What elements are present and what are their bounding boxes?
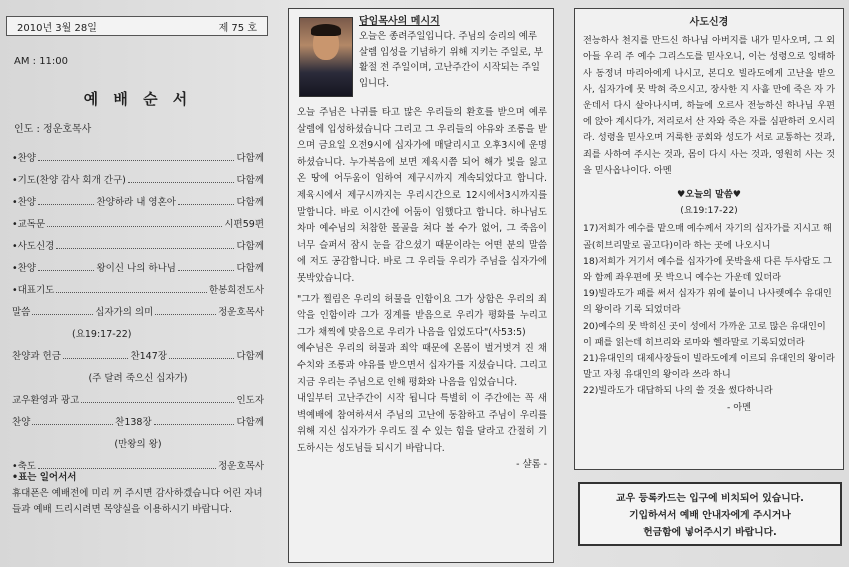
order-label: •기도(찬양 감사 회개 간구) xyxy=(12,175,126,186)
order-list xyxy=(12,150,264,480)
service-leader: 인도 : 정운호목사 xyxy=(14,124,92,135)
verse: 20)예수의 못 박히신 곳이 성에서 가까운 고로 많은 유대인이 이 패를 읽는데 히브리와 로마와 헬라말로 기록되었더라 xyxy=(583,320,826,348)
leader-dots xyxy=(128,182,235,183)
worship-order-column xyxy=(4,0,272,567)
order-who: 인도자 xyxy=(236,395,264,406)
leader-dots xyxy=(154,424,235,425)
todays-word-title: ♥오늘의 말씀♥ xyxy=(676,189,742,201)
order-who: 다함께 xyxy=(236,263,264,274)
verse: 18)저희가 거기서 예수를 십자가에 못박을새 다른 두사람도 그와 함께 좌우편에 못 박으니 예수는 가운데 있더라 xyxy=(583,255,832,284)
leader-dots xyxy=(169,358,235,359)
order-who: 다함께 xyxy=(236,175,264,186)
order-who: 다함께 xyxy=(236,351,264,362)
order-label: •사도신경 xyxy=(12,241,55,252)
pastor-hair xyxy=(311,24,341,36)
leader-dots xyxy=(32,314,93,315)
leader-dots xyxy=(32,424,113,425)
creed-and-scripture-box xyxy=(574,8,844,470)
message-header xyxy=(359,15,544,91)
date-issue-box xyxy=(6,16,268,36)
left-notice-text: 휴대폰은 예배전에 미리 꺼 주시면 감사하겠습니다 어린 자녀들과 예배 드리시려면 목양실을 이용하시기 바랍니다. xyxy=(12,488,263,515)
order-label: •대표기도 xyxy=(12,285,55,296)
order-title-text: 찬147장 xyxy=(130,351,167,362)
leader-dots xyxy=(155,314,216,315)
verse: 17)저희가 예수를 맡으매 예수께서 자기의 십자가를 지시고 해골(히브리말로 골고다)이라 하는 곳에 나오시니 xyxy=(583,223,832,251)
order-who: 다함께 xyxy=(236,197,264,208)
leader-dots xyxy=(38,468,216,469)
order-label: 말씀 xyxy=(12,307,31,318)
amen-line: - 아멘 xyxy=(727,401,751,413)
pastor-photo xyxy=(299,17,353,97)
issue-number: 제 75 호 xyxy=(218,22,257,34)
leader-dots xyxy=(178,204,235,205)
order-label: 찬양 xyxy=(12,417,31,428)
order-item xyxy=(12,414,264,436)
order-item xyxy=(12,150,264,172)
order-item xyxy=(12,216,264,238)
pastor-message-box xyxy=(288,8,554,563)
order-who: 정운호목사 xyxy=(218,461,264,472)
todays-word-reference: (요19:17-22) xyxy=(680,205,738,217)
order-who: 다함께 xyxy=(236,241,264,252)
message-signature: - 샬롬 - xyxy=(516,459,547,471)
order-title-text: 십자가의 의미 xyxy=(95,307,154,318)
order-item xyxy=(12,194,264,216)
order-item xyxy=(12,172,264,194)
order-item xyxy=(12,348,264,370)
order-title: 예 배 순 서 xyxy=(83,90,193,108)
order-label: •찬양 xyxy=(12,263,36,274)
leader-dots xyxy=(38,270,95,271)
notice-line: 헌금함에 넣어주시기 바랍니다. xyxy=(643,527,777,538)
closing-song: (만왕의 왕) xyxy=(114,439,162,450)
order-label: 교우환영과 광고 xyxy=(12,395,80,406)
leader-dots xyxy=(63,358,129,359)
leader-dots xyxy=(178,270,235,271)
order-title-text: 찬양하라 내 영혼아 xyxy=(96,197,176,208)
creed-text: 전능하사 천지를 만드신 하나님 아버지를 내가 믿사오며, 그 외아들 우리 주 예수 그리스도를 믿사오니, 이는 성령으로 잉태하사 동정녀 마리아에게 나시고, 본디오 빌라도에게 고난을 받으사, 십자가에 못 박혀 죽으시고, 장사한 지 사흘 만에 죽은 자 가운데서 다시 살아나시며, 하늘에 오르사 전능하신 하나님 우편에 앉아 계시다가, 저리로서 산 자와 죽은 자를 심판하러 오시리라. 성령을 믿사오며 거룩한 공회와 성도가 서로 교통하는 것과, 죄를 사하여 주시는 것과, 몸이 다시 사는 것과, 영원히 사는 것을 믿사옵나이다. 아멘 xyxy=(583,35,835,176)
message-body xyxy=(297,105,547,474)
order-who: 다함께 xyxy=(236,417,265,428)
leader-dots xyxy=(38,204,95,205)
leader-dots xyxy=(56,292,207,293)
leader-dots xyxy=(56,248,234,249)
order-who: 한봉희전도사 xyxy=(208,285,264,296)
order-item xyxy=(12,392,264,414)
order-label: •찬양 xyxy=(12,197,36,208)
left-notice xyxy=(12,470,270,518)
verse: 22)빌라도가 대답하되 나의 쓸 것을 썼다하니라 xyxy=(583,385,773,397)
order-who: 시편59편 xyxy=(224,219,264,230)
service-time: AM : 11:00 xyxy=(14,56,69,67)
registration-notice-box xyxy=(578,482,842,546)
order-item xyxy=(12,282,264,304)
order-label: •찬양 xyxy=(12,153,36,164)
order-title-text: 왕이신 나의 하나님 xyxy=(96,263,176,274)
order-item xyxy=(12,304,264,326)
notice-line: 기입하셔서 예배 안내자에게 주시거나 xyxy=(629,510,791,521)
leader-dots xyxy=(38,160,235,161)
order-label: 찬양과 헌금 xyxy=(12,351,61,362)
verse-list xyxy=(575,219,843,399)
order-item xyxy=(12,238,264,260)
left-notice-title: •표는 일어서서 xyxy=(12,472,77,483)
verse: 21)유대인의 대제사장들이 빌라도에게 이르되 유대인의 왕이라 말고 자칭 유대인의 왕이라 쓰라 하니 xyxy=(583,353,835,381)
message-intro: 오늘은 종려주일입니다. 주님의 승리의 예루살렘 입성을 기념하기 위해 지키는 주일로, 부활절 전 주일이며, 고난주간이 시작되는 주일입니다. xyxy=(359,31,543,89)
message-paragraph: 오늘 주님은 나귀를 타고 많은 우리들의 환호를 받으며 예루살렘에 입성하셨습니다 그리고 그 우리들의 야유와 조롱을 받으며 금요일 오전9시에 십자가에 매달리시고 오후3시에 운명하셨습니다. 누가복음에 보면 제육시쯤 되어 해가 빛을 잃고 온 땅에 어두움이 임하여 제구시까지 계속되었다고 합니다. 제육시에서 제구시까지는 우리시간으로 12시에서3시까지를 말합니다. 바로 이시간에 어둠이 임했다고 합니다. 하나님도 차마 예수님의 처참한 몰골을 쳐다 볼 수가 없어, 그 죽음이 너무 슬퍼서 잠시 눈을 감으셨기 때문이라는 어떤 분의 말씀에 저도 공감합니다. 바로 그 우리들 우리가 주님을 십자가에 못박았습니다. xyxy=(297,107,547,284)
verse: 19)빌라도가 패를 써서 십자가 위에 붙이니 나사렛예수 유대인의 왕이라 기록 되었더라 xyxy=(583,288,832,316)
order-label: •축도 xyxy=(12,461,36,472)
message-paragraph: 예수님은 우리의 허물과 죄악 때문에 온몸이 벌거벗겨 진 채 수치와 조롱과 야유를 받으면서 십자가를 지셨습니다. 그리고 지금 우리는 주님으로 인해 평화와 나음을 입었습니다. xyxy=(297,343,547,388)
message-paragraph: 내일부터 고난주간이 시작 됩니다 특별히 이 주간에는 꼭 새벽예배에 참여하셔서 주님의 고난에 동참하고 주님이 우리를 위해 지신 십자가가 우리도 질 수 있는 힘을 달라고 간절히 기도하시는 성도님들 되시기 바랍니다. xyxy=(297,393,547,454)
message-title: 담임목사의 메시지 xyxy=(359,16,440,27)
order-item xyxy=(12,260,264,282)
leader-dots xyxy=(81,402,234,403)
order-title-text: 찬138장 xyxy=(115,417,152,428)
creed-title: 사도신경 xyxy=(689,17,729,28)
offering-song: (주 달려 죽으신 십자가) xyxy=(88,373,188,384)
scripture-reference: (요19:17-22) xyxy=(72,329,132,340)
notice-line: 교우 등록카드는 입구에 비치되어 있습니다. xyxy=(616,493,804,504)
order-who: 정운호목사 xyxy=(218,307,264,318)
leader-dots xyxy=(47,226,222,227)
message-quote: "그가 찔림은 우리의 허물을 인함이요 그가 상함은 우리의 죄악을 인함이라 그가 징계를 받음으로 우리가 평화를 누리고 그가 채찍에 맞음으로 우리가 나음을 입었도다"(사53:5) xyxy=(297,293,547,338)
bulletin-date: 2010년 3월 28일 xyxy=(17,22,97,34)
order-label: •교독문 xyxy=(12,219,46,230)
order-who: 다함께 xyxy=(236,153,264,164)
